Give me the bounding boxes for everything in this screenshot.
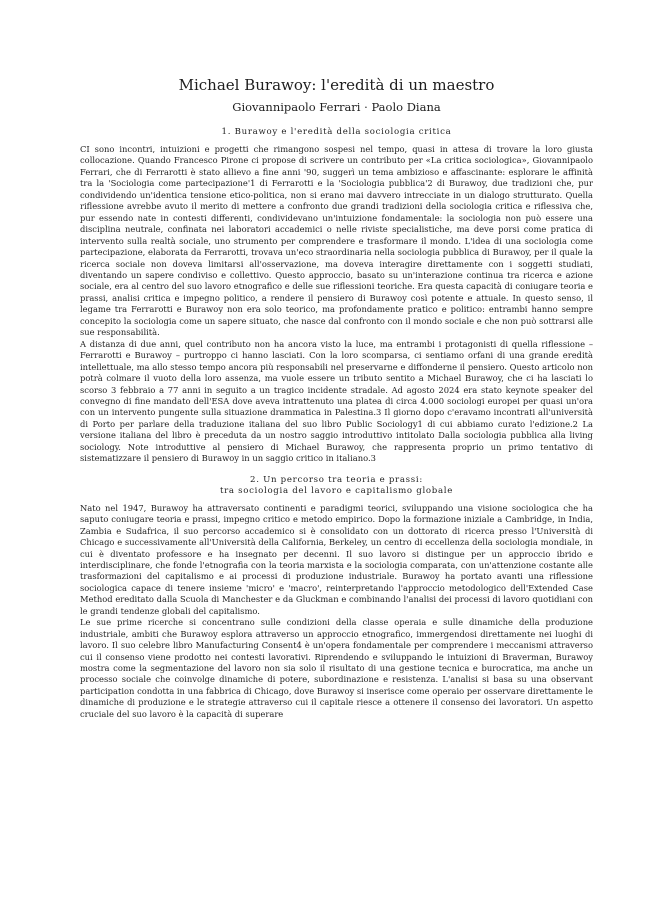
section-heading-1-line: 1. Burawoy e l'eredità della sociologia critica xyxy=(221,127,452,137)
section-heading-1 xyxy=(80,127,593,138)
section-1-paragraph-1: CI sono incontri, intuizioni e progetti che rimangono sospesi nel tempo, quasi in attesa di trovare la loro giusta collocazione. Quando Francesco Pirone ci propose di scrivere un contributo per «La critica sociologica», Giovannipaolo Ferrari, che di Ferrarotti è stato allievo a fine anni '90, suggerì un tema ambizioso e affascinante: esplorare le affinità tra la 'Sociologia come partecipazione'1 di Ferrarotti e la 'Sociologia pubblica'2 di Burawoy, due tradizioni che, pur condividendo un'identica tensione etico-politica, non si erano mai davvero intrecciate in un dialogo strutturato. Quella riflessione avrebbe avuto il merito di mettere a confronto due grandi tradizioni della sociologia critica e riflessiva che, pur essendo nate in contesti differenti, condividevano un'intuizione fondamentale: la sociologia non può essere una disciplina neutrale, confinata nei laboratori accademici o nelle riviste specialistiche, ma deve porsi come pratica di intervento sulla realtà sociale, uno strumento per comprendere e trasformare il mondo. L'idea di una sociologia come partecipazione, elaborata da Ferrarotti, trovava un'eco straordinaria nella sociologia pubblica di Burawoy, per il quale la ricerca sociale non doveva limitarsi all'osservazione, ma doveva interagire direttamente con i soggetti studiati, diventando un sapere condiviso e collettivo. Questo approccio, basato su un'interazione continua tra ricerca e azione sociale, era al centro del suo lavoro etnografico e delle sue riflessioni teoriche. Era questa capacità di coniugare teoria e prassi, analisi critica e impegno politico, a rendere il pensiero di Burawoy così potente e attuale. In questo senso, il legame tra Ferrarotti e Burawoy non era solo teorico, ma profondamente pratico e politico: entrambi hanno sempre concepito la sociologia come un sapere situato, che nasce dal confronto con il mondo sociale e che non può sottrarsi alle sue responsabilità. xyxy=(80,144,593,338)
article-authors: Giovannipaolo Ferrari · Paolo Diana xyxy=(232,100,441,114)
section-heading-2 xyxy=(80,475,593,497)
section-heading-2-line-2: tra sociologia del lavoro e capitalismo globale xyxy=(219,485,454,496)
section-2-paragraph-2: Le sue prime ricerche si concentrano sulle condizioni della classe operaia e sulle dinamiche della produzione industriale, ambiti che Burawoy esplora attraverso un approccio etnografico, immergendosi direttamente nei luoghi di lavoro. Il suo celebre libro Manufacturing Consent4 è un'opera fondamentale per comprendere i meccanismi attraverso cui il consenso viene prodotto nei contesti lavorativi. Riprendendo e sviluppando le intuizioni di Braverman, Burawoy mostra come la segmentazione del lavoro non sia solo il risultato di una gestione tecnica e burocratica, ma anche un processo sociale che coinvolge dinamiche di potere, subordinazione e resistenza. L'analisi si basa su una observant participation condotta in una fabbrica di Chicago, dove Burawoy si inserisce come operaio per osservare direttamente le dinamiche di produzione e le strategie attraverso cui il capitale riesce a ottenere il consenso dei lavoratori. Un aspetto cruciale del suo lavoro è la capacità di superare xyxy=(80,617,593,719)
section-1-paragraph-2: A distanza di due anni, quel contributo non ha ancora visto la luce, ma entrambi i protagonisti di quella riflessione – Ferrarotti e Burawoy – purtroppo ci hanno lasciati. Con la loro scomparsa, ci sentiamo orfani di una grande eredità intellettuale, ma allo stesso tempo ancora più responsabili nel preservarne e diffonderne il pensiero. Questo articolo non potrà colmare il vuoto della loro assenza, ma vuole essere un tributo sentito a Michael Burawoy, che ci ha lasciati lo scorso 3 febbraio a 77 anni in seguito a un tragico incidente stradale. Ad agosto 2024 era stato keynote speaker del convegno di fine mandato dell'ESA dove aveva intrattenuto una platea di circa 4.000 sociologi europei per quasi un'ora con un intervento pungente sulla situazione drammatica in Palestina.3 Il giorno dopo c'eravamo incontrati all'università di Porto per parlare della traduzione italiana del suo libro Public Sociology1 di cui abbiamo curato l'edizione.2 La versione italiana del libro è preceduta da un nostro saggio introduttivo intitolato Dalla sociologia pubblica alla living sociology. Note introduttive al pensiero di Michael Burawoy, che rappresenta proprio un primo tentativo di sistematizzare il pensiero di Burawoy in un saggio critico in italiano.3 xyxy=(80,338,593,464)
section-2-paragraph-1: Nato nel 1947, Burawoy ha attraversato continenti e paradigmi teorici, sviluppando una visione sociologica che ha saputo coniugare teoria e prassi, impegno critico e metodo empirico. Dopo la formazione iniziale a Cambridge, in India, Zambia e Sudafrica, il suo percorso accademico si è consolidato con un dottorato di ricerca presso l'Università di Chicago e successivamente all'Università della California, Berkeley, un centro di eccellenza della sociologia mondiale, in cui è diventato professore e ha insegnato per decenni. Il suo lavoro si distingue per un approccio ibrido e interdisciplinare, che fonde l'etnografia con la teoria marxista e la sociologia comparata, con un'attenzione costante alle trasformazioni del capitalismo e ai processi di produzione industriale. Burawoy ha portato avanti una riflessione sociologica capace di tenere insieme 'micro' e 'macro', reinterpretando l'approccio metodologico dell'Extended Case Method ereditato dalla Scuola di Manchester e da Gluckman e combinando l'analisi dei processi di lavoro quotidiani con le grandi tendenze globali del capitalismo. xyxy=(80,502,593,616)
article-title: Michael Burawoy: l'eredità di un maestro xyxy=(178,76,495,94)
section-heading-2-line-1: 2. Un percorso tra teoria e prassi: xyxy=(250,474,423,485)
